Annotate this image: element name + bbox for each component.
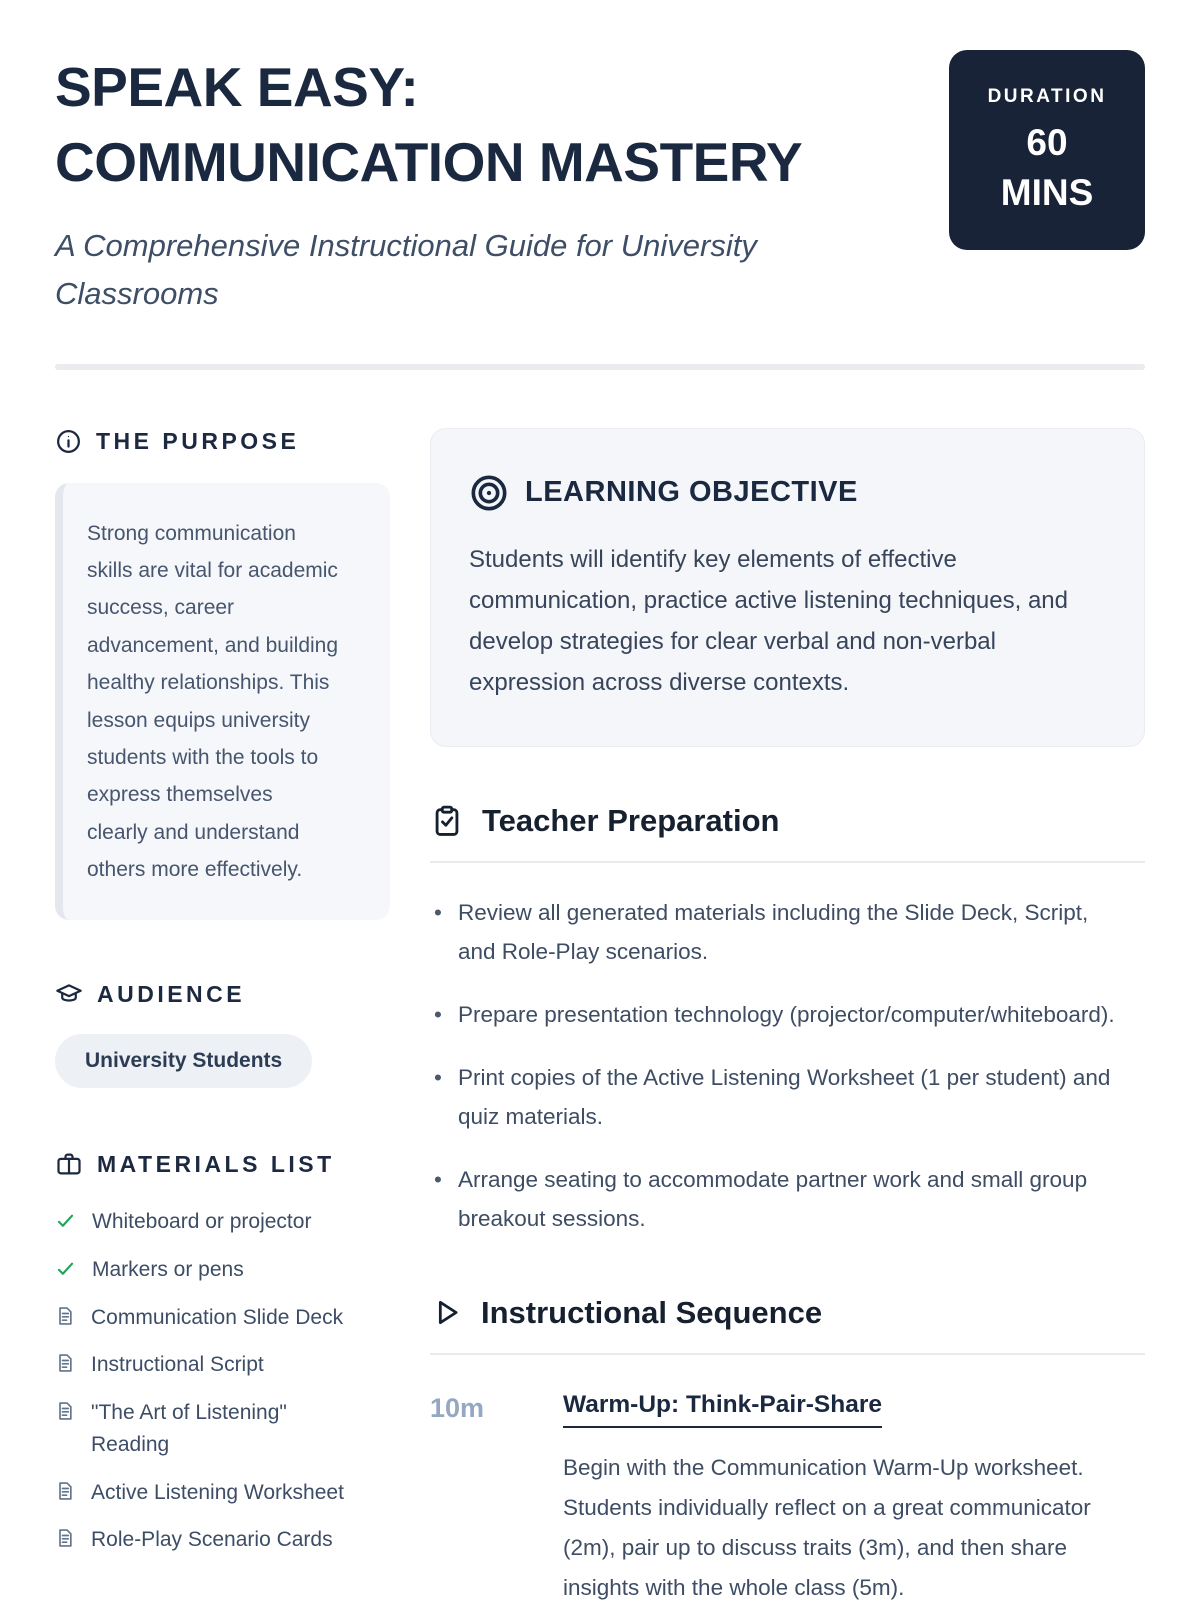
check-icon bbox=[55, 1258, 76, 1279]
document-icon bbox=[55, 1353, 75, 1373]
sidebar bbox=[55, 428, 390, 1608]
step-body bbox=[563, 1391, 1123, 1608]
title-line-2: COMMUNICATION MASTERY bbox=[55, 130, 803, 193]
material-label: Role-Play Scenario Cards bbox=[91, 1528, 333, 1552]
document-icon bbox=[55, 1528, 75, 1548]
list-item bbox=[55, 1397, 390, 1462]
list-item bbox=[55, 1477, 390, 1510]
info-icon bbox=[55, 428, 82, 455]
instructional-sequence-heading: Instructional Sequence bbox=[481, 1294, 823, 1330]
content bbox=[55, 428, 1145, 1608]
list-item: • Review all generated materials including the Slide Deck, Script, and Role-Play scenarios. bbox=[430, 893, 1120, 972]
clipboard-check-icon bbox=[430, 804, 464, 838]
material-label: "The Art of Listening" Reading bbox=[91, 1400, 287, 1457]
step-title: Warm-Up: Think-Pair-Share bbox=[563, 1391, 882, 1428]
teacher-preparation-header bbox=[430, 803, 1145, 839]
materials-list bbox=[55, 1206, 390, 1556]
duration-value: 60 bbox=[1026, 122, 1068, 163]
duration-unit: MINS bbox=[1000, 172, 1094, 213]
page-subtitle: A Comprehensive Instructional Guide for University Classrooms bbox=[55, 227, 757, 311]
learning-objective-text: Students will identify key elements of effective communication, practice active listening techniques, and develop strategies for clear verbal and non-verbal expression across diverse contexts. bbox=[469, 545, 1068, 697]
audience-tag: University Students bbox=[55, 1034, 312, 1088]
learning-objective-heading: LEARNING OBJECTIVE bbox=[525, 476, 858, 509]
document-icon bbox=[55, 1306, 75, 1326]
material-label: Active Listening Worksheet bbox=[91, 1480, 344, 1504]
list-item: • Prepare presentation technology (projector/computer/whiteboard). bbox=[430, 995, 1120, 1035]
audience-heading-label: AUDIENCE bbox=[97, 980, 246, 1007]
section-divider bbox=[430, 861, 1145, 863]
audience-section bbox=[55, 980, 390, 1088]
sequence-step bbox=[430, 1391, 1145, 1608]
document-icon bbox=[55, 1401, 75, 1421]
purpose-heading-label: THE PURPOSE bbox=[96, 427, 300, 454]
list-item bbox=[55, 1524, 390, 1557]
title-line-1: SPEAK EASY: bbox=[55, 56, 419, 118]
material-label: Communication Slide Deck bbox=[91, 1305, 344, 1329]
purpose-heading bbox=[55, 428, 390, 455]
list-item: • Print copies of the Active Listening Worksheet (1 per student) and quiz materials. bbox=[430, 1058, 1120, 1137]
play-icon bbox=[430, 1296, 463, 1329]
material-label: Instructional Script bbox=[91, 1353, 264, 1377]
header-text bbox=[55, 50, 885, 318]
instructional-sequence-section bbox=[430, 1295, 1145, 1608]
material-label: Whiteboard or projector bbox=[92, 1210, 312, 1234]
teacher-preparation-section bbox=[430, 803, 1145, 1239]
step-description: Begin with the Communication Warm-Up worksheet. Students individually reflect on a great communicator (2m), pair up to discuss traits (3m), and then share insights with the whole class (5m). bbox=[563, 1454, 1091, 1601]
graduation-cap-icon bbox=[55, 980, 83, 1008]
target-icon bbox=[469, 473, 509, 513]
briefcase-icon bbox=[55, 1150, 83, 1178]
check-icon bbox=[55, 1210, 76, 1231]
list-item: • Arrange seating to accommodate partner work and small group breakout sessions. bbox=[430, 1160, 1120, 1239]
list-item bbox=[55, 1302, 390, 1335]
learning-objective-card bbox=[430, 428, 1145, 747]
list-item bbox=[55, 1254, 390, 1287]
audience-heading bbox=[55, 980, 390, 1008]
purpose-text: Strong communication skills are vital for academic success, career advancement, and building healthy relationships. This lesson equips university students with the tools to express themselves clearly and understand others more effectively. bbox=[87, 521, 339, 882]
purpose-card bbox=[55, 483, 390, 921]
instructional-sequence-header bbox=[430, 1295, 1145, 1331]
page-title bbox=[55, 50, 885, 200]
material-label: Markers or pens bbox=[92, 1257, 244, 1281]
preparation-list bbox=[430, 893, 1145, 1239]
duration-label: DURATION bbox=[987, 86, 1107, 107]
materials-section bbox=[55, 1150, 390, 1556]
list-item bbox=[55, 1206, 390, 1239]
materials-heading bbox=[55, 1150, 390, 1178]
list-item bbox=[55, 1349, 390, 1382]
document-icon bbox=[55, 1481, 75, 1501]
duration-badge bbox=[949, 50, 1145, 250]
teacher-preparation-heading: Teacher Preparation bbox=[482, 802, 780, 838]
header-divider bbox=[55, 364, 1145, 370]
step-duration: 10m bbox=[430, 1392, 485, 1423]
section-divider bbox=[430, 1353, 1145, 1355]
main-column bbox=[430, 428, 1145, 1608]
materials-heading-label: MATERIALS LIST bbox=[97, 1150, 335, 1177]
header bbox=[55, 50, 1145, 318]
learning-objective-header bbox=[469, 473, 1106, 513]
